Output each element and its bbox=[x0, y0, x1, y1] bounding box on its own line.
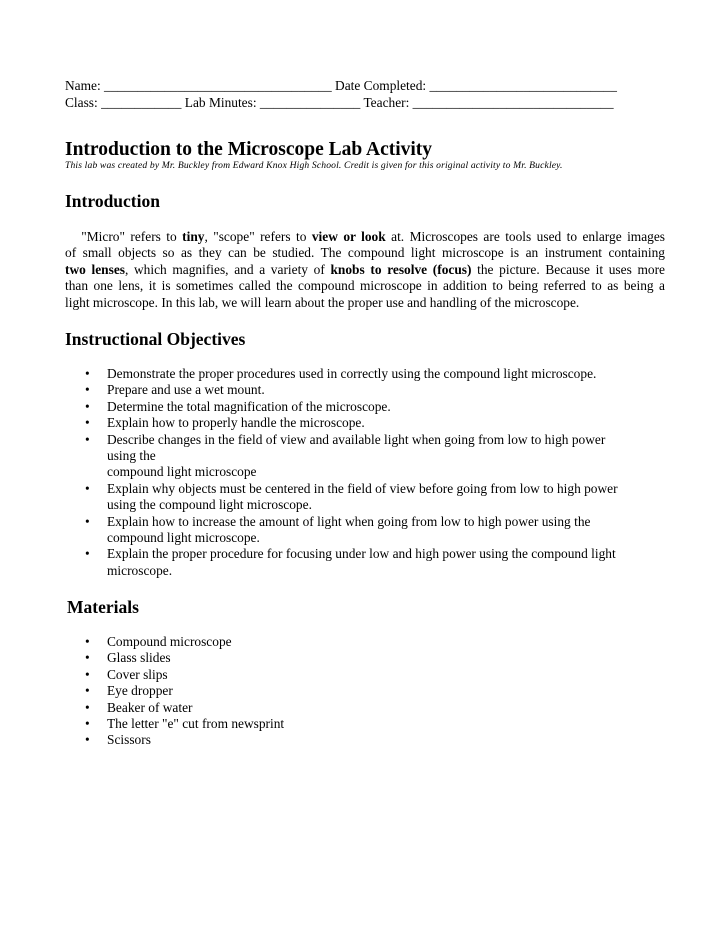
list-item-text: Explain why objects must be centered in the field of view before going from low to high power bbox=[107, 480, 618, 496]
list-item-text: compound light microscope bbox=[107, 464, 257, 480]
materials-heading: Materials bbox=[67, 597, 139, 617]
intro-line-4: than one lens, it is sometimes called the compound microscope in addition to being referred to as being a bbox=[65, 278, 665, 294]
list-item-text: Compound microscope bbox=[107, 634, 232, 649]
list-item-text: Glass slides bbox=[107, 650, 171, 666]
introduction-heading: Introduction bbox=[65, 191, 160, 211]
list-item bbox=[85, 399, 618, 415]
list-item bbox=[85, 667, 284, 683]
objectives-heading: Instructional Objectives bbox=[65, 329, 246, 349]
list-item bbox=[85, 366, 618, 382]
list-item-text: Determine the total magnification of the microscope. bbox=[107, 398, 391, 414]
bullet-icon: • bbox=[85, 431, 90, 447]
list-item bbox=[85, 546, 618, 579]
list-item-text: Explain how to increase the amount of light when going from low to high power using the bbox=[107, 513, 591, 529]
list-item-text: microscope. bbox=[107, 562, 173, 578]
list-item-text: using the bbox=[107, 448, 156, 464]
list-item bbox=[85, 732, 284, 748]
introduction-paragraph bbox=[65, 229, 665, 311]
list-item-text: Beaker of water bbox=[107, 699, 193, 715]
bullet-icon: • bbox=[85, 480, 90, 496]
list-item-text: The letter "e" cut from newsprint bbox=[107, 716, 285, 732]
list-item bbox=[85, 415, 618, 431]
bullet-icon: • bbox=[85, 398, 90, 414]
list-item-text: Prepare and use a wet mount. bbox=[107, 382, 265, 398]
bullet-icon: • bbox=[85, 650, 90, 666]
page-title: Introduction to the Microscope Lab Activity bbox=[65, 139, 433, 160]
intro-line-3: two lenses, which magnifies, and a variety of knobs to resolve (focus) the picture. Because it uses more bbox=[65, 261, 665, 277]
bullet-icon: • bbox=[85, 732, 90, 748]
bullet-icon: • bbox=[85, 683, 90, 699]
list-item bbox=[85, 716, 284, 732]
objectives-list bbox=[85, 366, 618, 579]
bullet-icon: • bbox=[85, 699, 90, 715]
credit-note: This lab was created by Mr. Buckley from Edward Knox High School. Credit is given for this original activity to Mr. Buckley. bbox=[65, 160, 563, 171]
bullet-icon: • bbox=[85, 415, 90, 431]
list-item-text: compound light microscope. bbox=[107, 530, 260, 546]
bullet-icon: • bbox=[85, 634, 90, 649]
intro-line-2: of small objects so as they can be studied. The compound light microscope is an instrument containing bbox=[65, 245, 665, 261]
name-date-line: Name: __________________________________ Date Completed: ____________________________ bbox=[65, 78, 617, 93]
bullet-icon: • bbox=[85, 382, 90, 398]
list-item bbox=[85, 700, 284, 716]
list-item-text: Scissors bbox=[107, 732, 151, 748]
intro-line-5: light microscope. In this lab, we will learn about the proper use and handling of the microscope. bbox=[65, 294, 580, 310]
bullet-icon: • bbox=[85, 513, 90, 529]
list-item bbox=[85, 432, 618, 481]
list-item-text: Explain the proper procedure for focusing under low and high power using the compound light bbox=[107, 546, 616, 562]
bullet-icon: • bbox=[85, 366, 90, 381]
list-item bbox=[85, 650, 284, 666]
list-item bbox=[85, 514, 618, 547]
list-item bbox=[85, 634, 284, 650]
list-item-text: Cover slips bbox=[107, 666, 168, 682]
list-item-text: Demonstrate the proper procedures used in correctly using the compound light microscope. bbox=[107, 366, 597, 381]
class-teacher-line: Class: ____________ Lab Minutes: _______________ Teacher: ______________________________ bbox=[65, 95, 614, 110]
list-item bbox=[85, 481, 618, 514]
list-item bbox=[85, 683, 284, 699]
bullet-icon: • bbox=[85, 666, 90, 682]
intro-line-1: "Micro" refers to tiny, "scope" refers to view or look at. Microscopes are tools used to enlarge images bbox=[81, 229, 666, 244]
materials-list bbox=[85, 634, 284, 749]
list-item-text: Explain how to properly handle the microscope. bbox=[107, 415, 365, 431]
list-item bbox=[85, 382, 618, 398]
list-item-text: Eye dropper bbox=[107, 683, 173, 699]
bullet-icon: • bbox=[85, 716, 90, 732]
list-item-text: using the compound light microscope. bbox=[107, 497, 312, 513]
list-item-text: Describe changes in the field of view and available light when going from low to high power bbox=[107, 431, 606, 447]
bullet-icon: • bbox=[85, 546, 90, 562]
